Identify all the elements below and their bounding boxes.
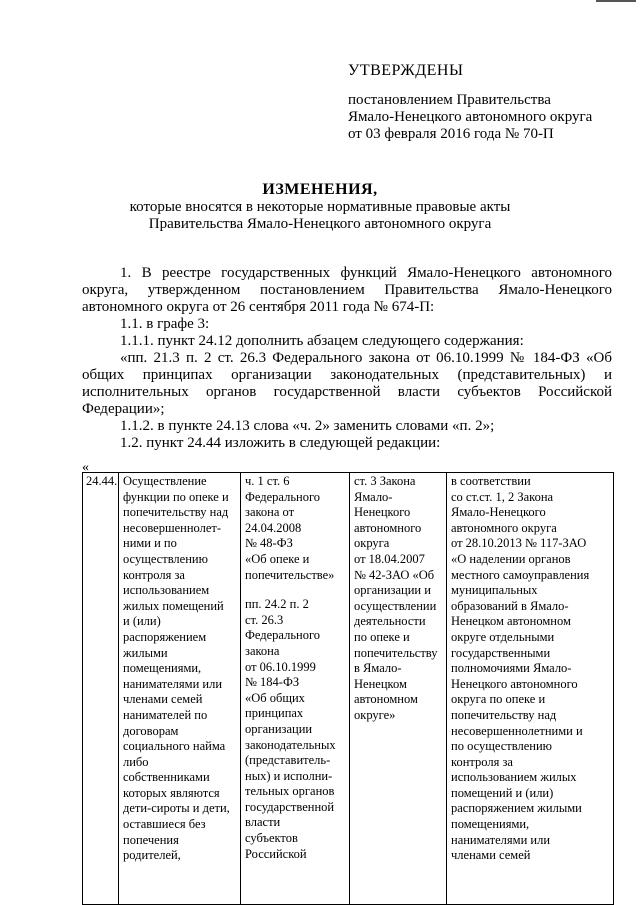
document-title (0, 181, 640, 233)
paragraph-4: «пп. 21.3 п. 2 ст. 26.3 Федерального закона от 06.10.1999 № 184-ФЗ «Об общих принципах организации законодательных (представительных) и исполнительных органов государственной власти субъектов Российской Федерации»; (82, 350, 612, 417)
cell-text-line: осуществлению (123, 551, 208, 566)
cell-text-line: членами семей (451, 848, 531, 863)
document-body (82, 265, 612, 452)
cell-text-line: контроля за (123, 567, 185, 582)
cell-text-line: ч. 1 ст. 6 (245, 474, 290, 488)
cell-text-line: со ст.ст. 1, 2 Закона (451, 489, 554, 504)
cell-text-line: попечительстве» (245, 567, 335, 582)
cell-text-line: 24.04.2008 (245, 520, 302, 535)
cell-text-line: и (или) (123, 614, 161, 629)
cell-text-line: нанимателями или (123, 676, 223, 691)
cell-text-line: дети-сироты и дети, (123, 801, 230, 816)
cell-text-line: (представитель- (245, 753, 331, 768)
cell-text-line: помещениями, (451, 817, 530, 832)
cell-text-line: оставшиеся без (123, 817, 206, 832)
cell-text-line: социального найма (123, 739, 226, 754)
cell-function-name (119, 473, 241, 905)
cell-text-line: округа по опеке и (451, 692, 546, 707)
cell-text-line: по осуществлению (451, 739, 552, 754)
cell-text-line: организации (245, 721, 313, 736)
cell-text-line: контроля за (451, 754, 513, 769)
cell-text-line: использованием (123, 583, 210, 598)
cell-text-line: помещениями, (123, 661, 202, 676)
title-line: которые вносятся в некоторые нормативные правовые акты (129, 199, 511, 215)
cell-text-line: Ненецком автономном (451, 614, 571, 629)
cell-text-line: либо (123, 754, 149, 769)
scan-artifact-line (596, 0, 636, 2)
paragraph-5: 1.1.2. в пункте 24.13 слова «ч. 2» заменить словами «п. 2»; (120, 418, 495, 434)
cell-text-line: «Об общих (245, 690, 305, 705)
paragraph-6: 1.2. пункт 24.44 изложить в следующей редакции: (120, 435, 441, 451)
cell-text-line: несовершеннолетними и (451, 723, 583, 738)
cell-text-line: принципах (245, 706, 304, 721)
cell-text-line: Федерального (245, 628, 321, 643)
title-line: Правительства Ямало-Ненецкого автономного округа (148, 216, 492, 232)
cell-text-line: распоряжением жилыми (451, 801, 582, 816)
row-number: 24.44. (86, 474, 118, 488)
cell-text-line: по опеке и (354, 629, 410, 644)
cell-text-line: местного самоуправления (451, 567, 590, 582)
cell-text-line: функции по опеке и (123, 489, 229, 504)
cell-text-line: Осуществление (123, 474, 207, 488)
cell-text-line: автономного (354, 520, 422, 535)
cell-text-line: нанимателей по (123, 707, 208, 722)
cell-text-line: Ямало- (354, 489, 393, 504)
cell-text-line: Федерального (245, 489, 321, 504)
cell-text-line: помещений и (или) (451, 785, 554, 800)
cell-gap (245, 583, 345, 597)
cell-text-line: от 06.10.1999 (245, 659, 316, 674)
cell-text-line: собственниками (123, 770, 210, 785)
cell-text-line: полномочиями Ямало- (451, 661, 572, 676)
cell-text-line: власти (245, 815, 281, 830)
cell-text-line: округе отдельными (451, 629, 555, 644)
cell-text-line: тельных органов (245, 784, 335, 799)
cell-text-line: закона от (245, 505, 295, 520)
cell-text-line: ных) и исполни- (245, 768, 333, 783)
cell-text-line: законодательных (245, 737, 336, 752)
cell-text-line: муниципальных (451, 583, 538, 598)
cell-text-line: использованием жилых (451, 770, 577, 785)
cell-municipal-law (447, 473, 614, 905)
paragraph-2: 1.1. в графе 3: (120, 316, 210, 332)
cell-text-line: автономного округа (451, 520, 557, 535)
cell-text-line: государственными (451, 645, 551, 660)
cell-text-line: попечительству над (451, 707, 557, 722)
paragraph-3: 1.1.1. пункт 24.12 дополнить абзацем следующего содержания: (120, 333, 524, 349)
cell-text-line: пп. 24.2 п. 2 (245, 597, 309, 612)
approval-line: от 03 февраля 2016 года № 70-П (348, 126, 554, 142)
cell-text-line: государственной (245, 799, 335, 814)
cell-text-line: № 184-ФЗ (245, 675, 300, 690)
table-row (83, 473, 614, 905)
cell-text-line: попечительству (354, 645, 438, 660)
cell-text-line: Ненецком (354, 676, 407, 691)
approval-line: Ямало-Ненецкого автономного округа (348, 109, 593, 125)
paragraph-1: 1. В реестре государственных функций Ямало-Ненецкого автономного округа, утвержденном постановлением Правительства Ямало-Ненецкого автономного округа от 26 сентября 2011 года № 674-П: (82, 265, 612, 315)
cell-text-line: Ненецкого автономного (451, 676, 578, 691)
cell-federal-law (241, 473, 350, 905)
cell-text-line: нанимателями или (451, 832, 551, 847)
approval-block (348, 62, 592, 143)
cell-text-line: родителей, (123, 848, 181, 863)
cell-text-line: Ямало-Ненецкого (451, 505, 546, 520)
opening-quote: « (82, 460, 89, 475)
cell-text-line: в соответствии (451, 474, 531, 488)
cell-text-line: в Ямало- (354, 661, 402, 676)
cell-text-line: Ненецкого (354, 505, 411, 520)
cell-text-line: от 18.04.2007 (354, 551, 425, 566)
cell-text-line: жилых помещений (123, 598, 224, 613)
cell-text-line: ст. 3 Закона (354, 474, 416, 488)
cell-text-line: закона (245, 643, 280, 658)
cell-text-line: № 48-ФЗ (245, 536, 293, 551)
cell-text-line: субъектов (245, 831, 298, 846)
approval-line: постановлением Правительства (348, 92, 551, 108)
cell-text-line: округе» (354, 707, 396, 722)
cell-text-line: от 28.10.2013 № 117-ЗАО (451, 536, 587, 551)
cell-text-line: несовершеннолет- (123, 520, 222, 535)
cell-text-line: жилыми (123, 645, 168, 660)
cell-text-line: распоряжением (123, 629, 207, 644)
cell-text-line: округа (354, 536, 390, 551)
cell-text-line: «О наделении органов (451, 551, 571, 566)
cell-text-line: организации и (354, 583, 431, 598)
cell-text-line: Российской (245, 846, 307, 861)
cell-text-line: образований в Ямало- (451, 598, 569, 613)
cell-number (83, 473, 119, 905)
cell-text-line: «Об опеке и (245, 551, 310, 566)
cell-regional-law (350, 473, 447, 905)
cell-text-line: автономном (354, 692, 418, 707)
cell-text-line: осуществлении (354, 598, 437, 613)
cell-text-line: ст. 26.3 (245, 612, 284, 627)
approval-heading: УТВЕРЖДЕНЫ (348, 62, 464, 79)
cell-text-line: деятельности (354, 614, 426, 629)
cell-text-line: договорам (123, 723, 179, 738)
registry-table (82, 472, 614, 905)
cell-text-line: № 42-ЗАО «Об (354, 567, 435, 582)
cell-text-line: попечительству над (123, 505, 229, 520)
cell-text-line: членами семей (123, 692, 203, 707)
title-heading: ИЗМЕНЕНИЯ, (262, 181, 378, 198)
cell-text-line: попечения (123, 832, 179, 847)
cell-text-line: ними и по (123, 536, 177, 551)
cell-text-line: которых являются (123, 785, 220, 800)
